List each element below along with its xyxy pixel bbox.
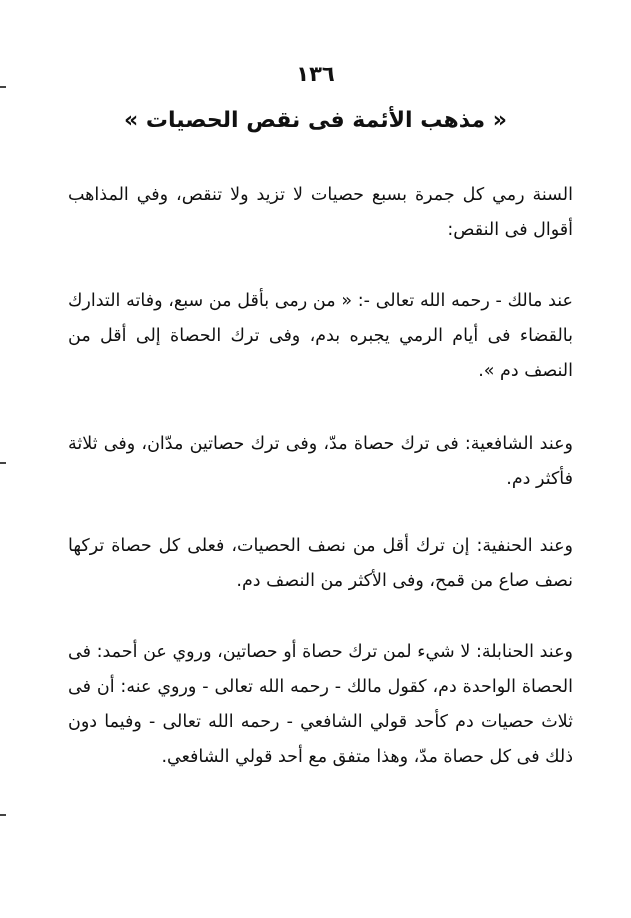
scan-edge-mark	[0, 814, 6, 816]
paragraph-hanafi: وعند الحنفية: إن ترك أقل من نصف الحصيات، فعلى كل حصاة تركها نصف صاع من قمح، وفى الأكثر من النصف دم.	[68, 536, 573, 591]
scan-edge-mark	[0, 86, 6, 88]
scan-edge-mark	[0, 462, 6, 464]
page-number: ١٣٦	[296, 62, 335, 86]
section-heading: « مذهب الأئمة فى نقص الحصيات »	[124, 108, 507, 133]
document-body	[68, 178, 573, 811]
paragraph-shafii: وعند الشافعية: فى ترك حصاة مدّ، وفى ترك حصاتين مدّان، وفى ثلاثة فأكثر دم.	[68, 434, 573, 489]
paragraph-maliki: عند مالك - رحمه الله تعالى -: « من رمى بأقل من سبع، وفاته التدارك بالقضاء فى أيام الرمي يجبره بدم، وفى ترك الحصاة إلى أقل من النصف دم ».	[68, 291, 573, 381]
paragraph-hanbali: وعند الحنابلة: لا شيء لمن ترك حصاة أو حصاتين، وروي عن أحمد: فى الحصاة الواحدة دم، كقول مالك - رحمه الله تعالى - وروي عنه: أن فى ثلاث حصيات دم كأحد قولي الشافعي - رحمه الله تعالى - وفيما دون ذلك فى كل حصاة مدّ، وهذا متفق مع أحد قولي الشافعي.	[68, 642, 573, 767]
paragraph-intro: السنة رمي كل جمرة بسبع حصيات لا تزيد ولا تنقص، وفي المذاهب أقوال فى النقص:	[68, 185, 573, 240]
